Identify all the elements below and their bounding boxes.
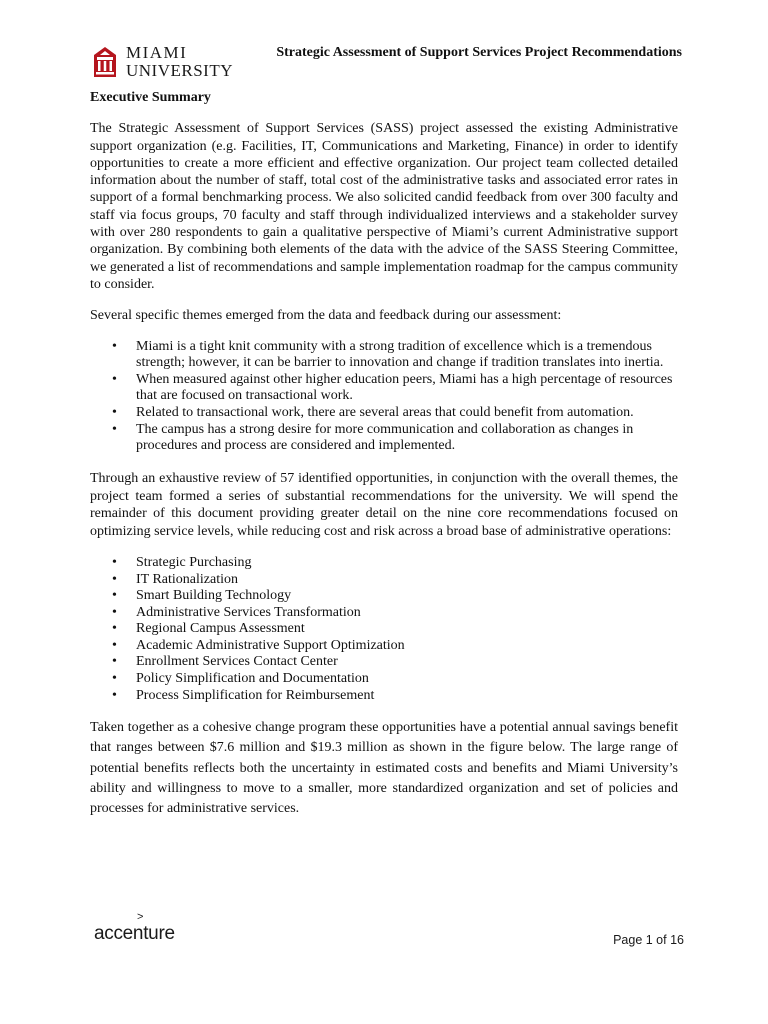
document-body — [90, 89, 678, 819]
accenture-wordmark: accenture — [94, 923, 175, 944]
list-item: • Miami is a tight knit community with a strong tradition of excellence which is a tremendous strength; however, it can be barrier to innovation and change if tradition translates into inertia. — [90, 339, 678, 372]
list-item: • The campus has a strong desire for more communication and collaboration as changes in procedures and process are considered and implemented. — [90, 422, 678, 455]
themes-list — [90, 339, 678, 455]
accenture-logo — [94, 911, 175, 945]
list-item: • Regional Campus Assessment — [90, 621, 678, 638]
page-number: Page 1 of 16 — [613, 933, 684, 947]
logo-line-miami: MIAMI — [126, 43, 188, 62]
list-item: • IT Rationalization — [90, 572, 678, 589]
document-title: Strategic Assessment of Support Services Project Recommendations — [276, 45, 682, 60]
list-item: • Process Simplification for Reimbursement — [90, 688, 678, 705]
themes-intro-paragraph: Several specific themes emerged from the data and feedback during our assessment: — [90, 308, 562, 324]
university-seal-icon — [92, 45, 118, 79]
list-item: • Academic Administrative Support Optimization — [90, 638, 678, 655]
section-heading: Executive Summary — [90, 90, 211, 105]
miami-university-logo — [92, 44, 233, 79]
list-item: • Enrollment Services Contact Center — [90, 654, 678, 671]
list-item: • Administrative Services Transformation — [90, 605, 678, 622]
list-item: • When measured against other higher education peers, Miami has a high percentage of resources that are focused on transactional work. — [90, 372, 678, 405]
list-item: • Strategic Purchasing — [90, 555, 678, 572]
savings-paragraph: Taken together as a cohesive change program these opportunities have a potential annual savings benefit that ranges between $7.6 million and $19.3 million as shown in the figure below. The large range of potential benefits reflects both the uncertainty in estimated costs and benefits and Miami University’s ability and willingness to move to a smaller, more standardized organization and set of policies and processes for administrative services. — [90, 720, 678, 817]
list-item: • Smart Building Technology — [90, 588, 678, 605]
accenture-chevron-icon: > — [137, 911, 144, 923]
list-item: • Policy Simplification and Documentation — [90, 671, 678, 688]
recommendations-list — [90, 555, 678, 704]
logo-line-university: UNIVERSITY — [126, 61, 233, 80]
intro-paragraph: The Strategic Assessment of Support Services (SASS) project assessed the existing Administrative support organization (e.g. Facilities, IT, Communications and Marketing, Finance) in order to identify opportunities to create a more efficient and effective organization. Our project team collected detailed information about the number of staff, total cost of the administrative tasks and associated error rates in support of a formal benchmarking process. We also solicited candid feedback from over 300 faculty and staff via focus groups, 70 faculty and staff through individualized interviews and a stakeholder survey with over 280 respondents to gain a qualitative perspective of Miami’s current Administrative support organization. By combining both elements of the data with the advice of the SASS Steering Committee, we generated a list of recommendations and sample implementation roadmap for the campus community to consider. — [90, 121, 678, 292]
recommendations-intro-paragraph: Through an exhaustive review of 57 identified opportunities, in conjunction with the overall themes, the project team formed a series of substantial recommendations for the university. We will spend the remainder of this document providing greater detail on the nine core recommendations focused on optimizing service levels, while reducing cost and risk across a broad base of administrative operations: — [90, 470, 678, 540]
list-item: • Related to transactional work, there are several areas that could benefit from automation. — [90, 405, 678, 422]
